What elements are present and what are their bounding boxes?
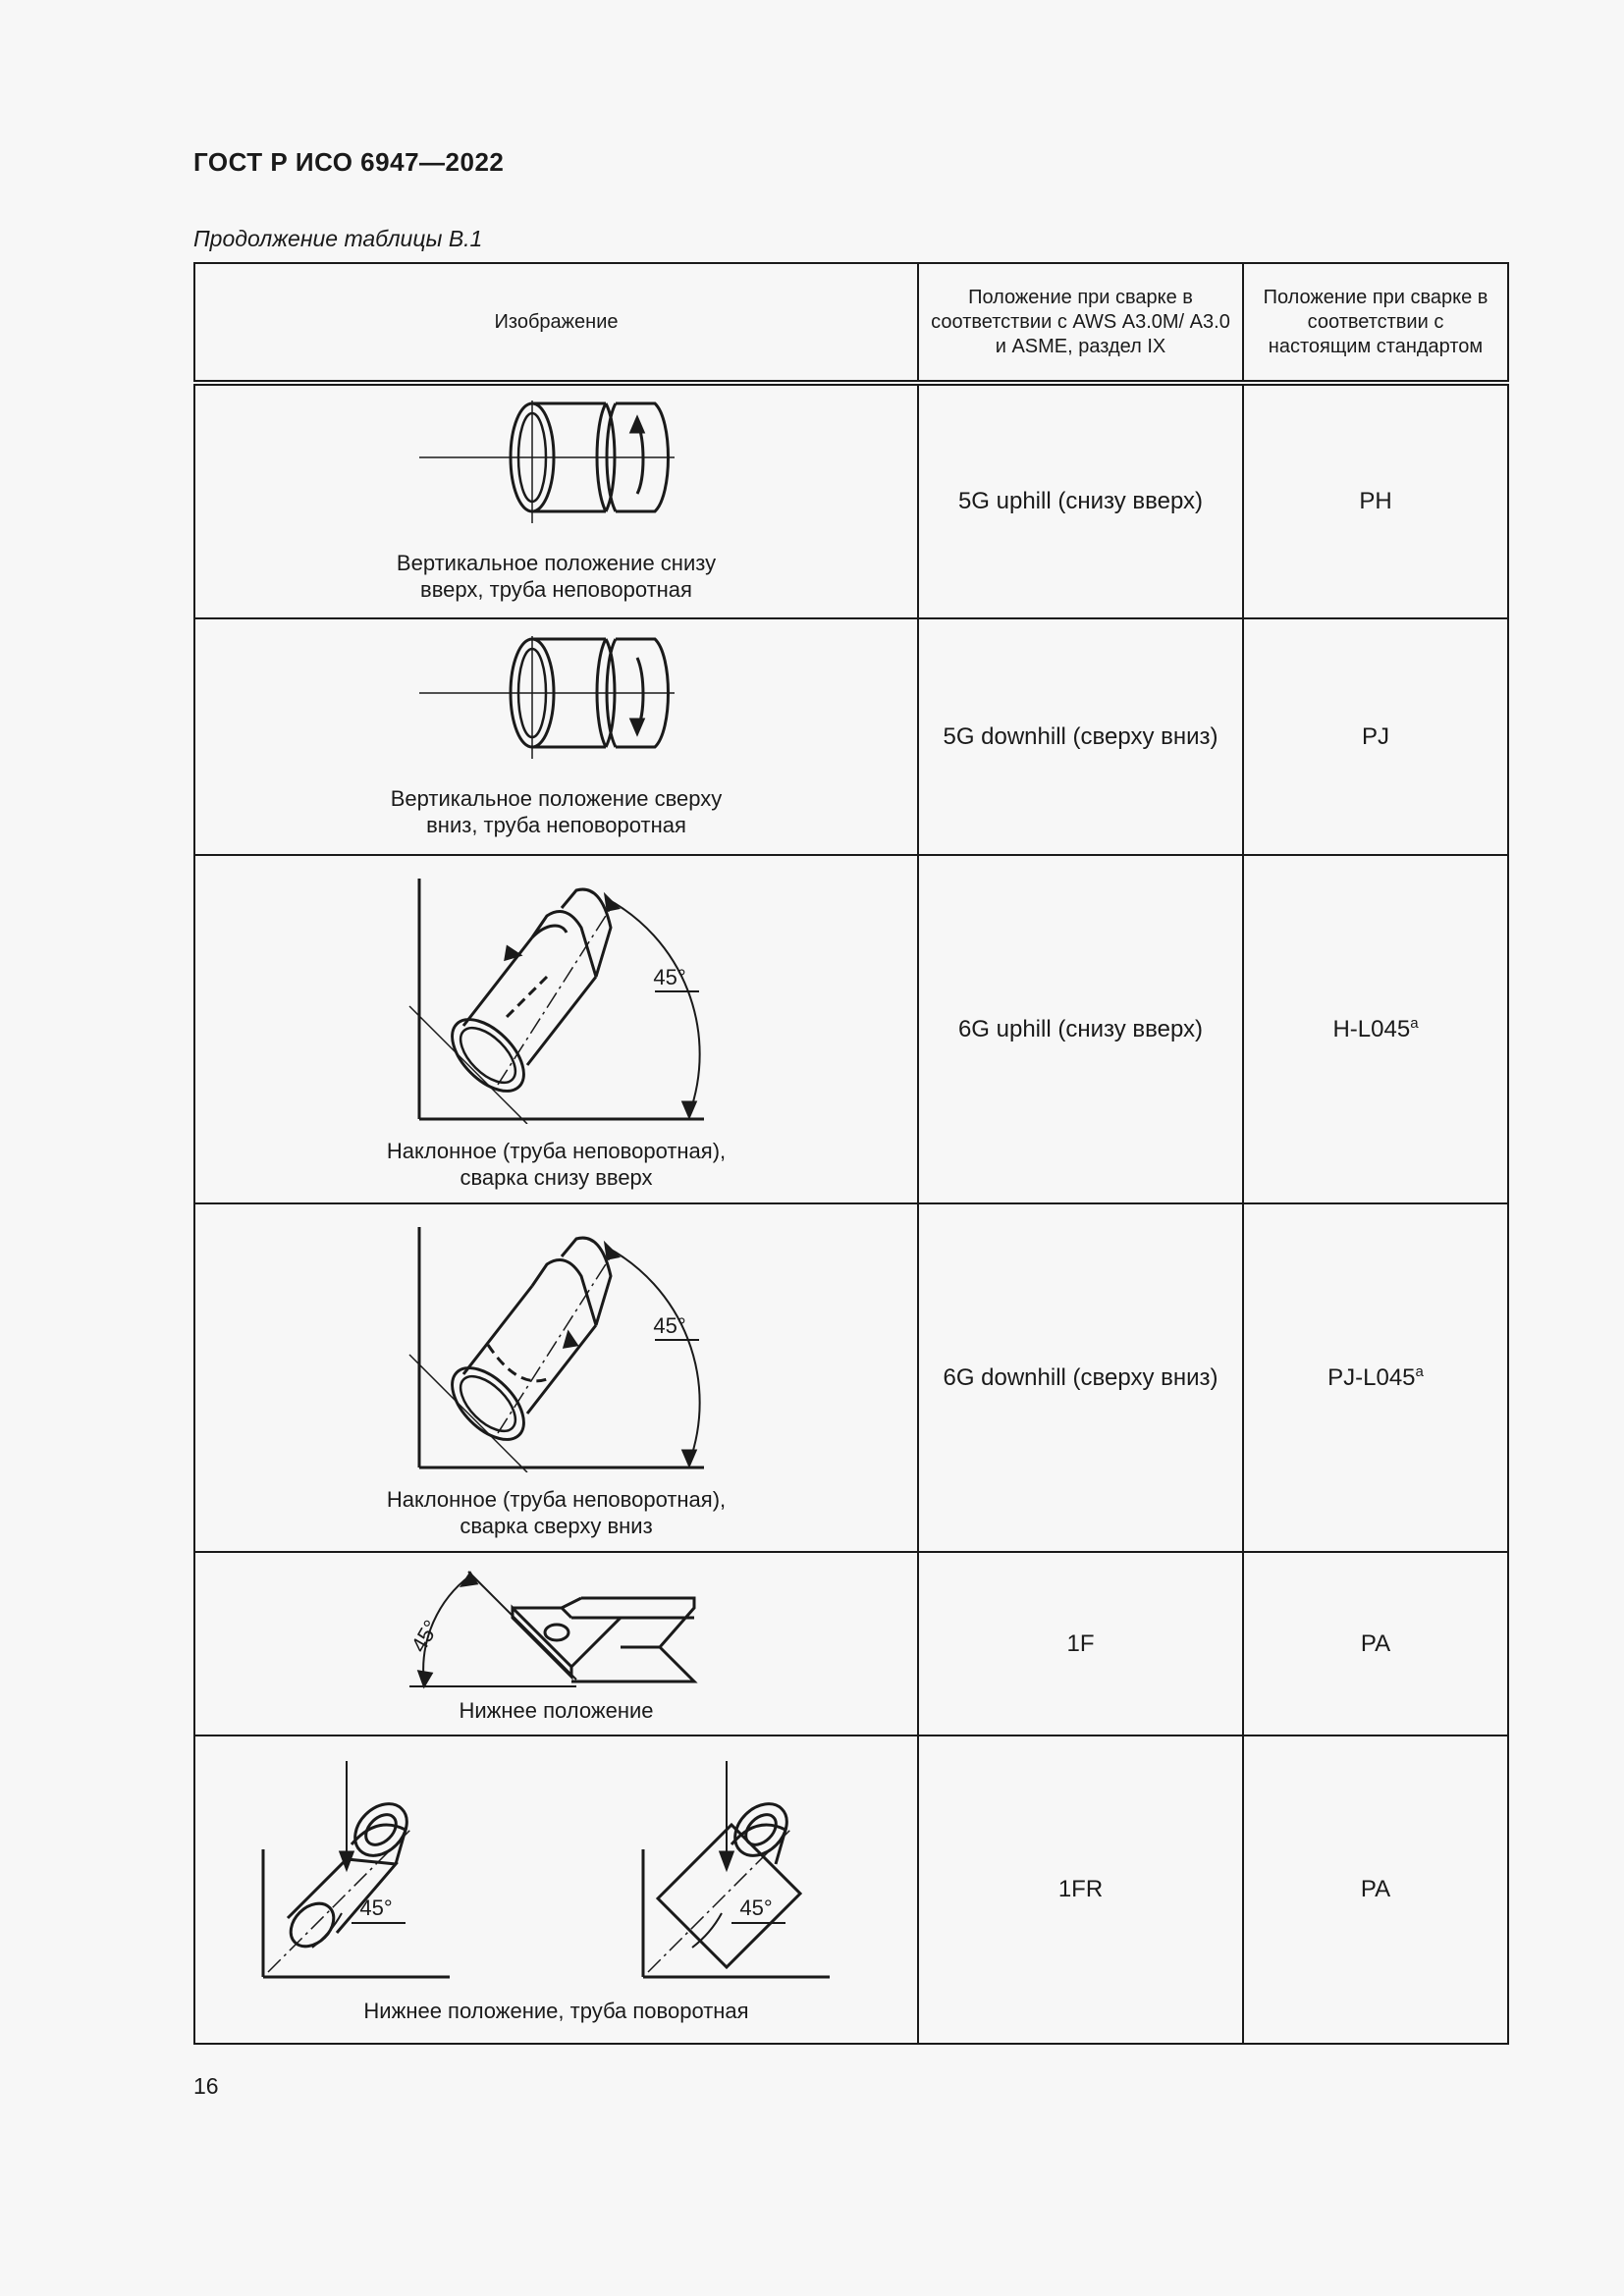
standard-code: PA <box>1360 1876 1391 1902</box>
caption-line-1: Нижнее положение <box>459 1698 654 1723</box>
table-continuation-label: Продолжение таблицы В.1 <box>193 226 483 251</box>
welding-positions-table <box>193 262 1509 2045</box>
fillet-flat-position-drawing <box>400 1564 714 1691</box>
image-cell <box>194 1735 918 2044</box>
pipe-rotated-right-drawing <box>633 1756 859 1982</box>
table-row <box>194 618 1508 855</box>
footnote-marker: a <box>1410 1015 1419 1032</box>
angle-label: 45° <box>406 1616 444 1657</box>
aws-position: 1FR <box>918 1735 1243 2044</box>
table-row <box>194 383 1508 618</box>
aws-position: 1F <box>918 1552 1243 1735</box>
standard-code: PH <box>1359 488 1392 514</box>
table-row <box>194 1552 1508 1735</box>
angle-label: 45° <box>359 1895 393 1920</box>
header-standard: Положение при сварке в соответствии с настоящим стандартом <box>1243 263 1508 383</box>
image-cell <box>194 1203 918 1552</box>
standard-code: PJ <box>1361 722 1389 750</box>
pipe-inclined-uphill-drawing <box>390 869 724 1124</box>
standard-position <box>1243 855 1508 1203</box>
aws-position: 6G downhill (сверху вниз) <box>918 1203 1243 1552</box>
caption-line-2: сварка снизу вверх <box>460 1164 653 1190</box>
image-cell <box>194 855 918 1203</box>
aws-position: 5G downhill (сверху вниз) <box>918 618 1243 855</box>
caption-line-1: Вертикальное положение сверху <box>390 785 723 811</box>
pipe-vertical-uphill-drawing <box>409 400 704 528</box>
caption-line-2: вниз, труба неповоротная <box>426 812 686 837</box>
pipe-rotated-left-drawing <box>253 1756 479 1982</box>
standard-position <box>1243 618 1508 855</box>
pipe-vertical-downhill-drawing <box>409 636 704 764</box>
angle-label: 45° <box>652 1312 686 1338</box>
table-row <box>194 1203 1508 1552</box>
caption-line-2: вверх, труба неповоротная <box>420 577 692 602</box>
angle-label: 45° <box>652 964 686 989</box>
footnote-marker: a <box>1415 1363 1424 1380</box>
image-cell <box>194 1552 918 1735</box>
image-cell <box>194 618 918 855</box>
caption-line-2: сварка сверху вниз <box>460 1513 653 1538</box>
document-header: ГОСТ Р ИСО 6947—2022 <box>193 147 505 177</box>
standard-position <box>1243 1552 1508 1735</box>
standard-position <box>1243 383 1508 618</box>
pipe-inclined-downhill-drawing <box>390 1217 724 1472</box>
header-image: Изображение <box>194 263 918 383</box>
aws-position: 6G uphill (снизу вверх) <box>918 855 1243 1203</box>
caption-line-1: Наклонное (труба неповоротная), <box>386 1138 727 1163</box>
standard-position <box>1243 1735 1508 2044</box>
caption-line-1: Вертикальное положение снизу <box>396 551 717 575</box>
standard-position <box>1243 1203 1508 1552</box>
header-aws: Положение при сварке в соответствии с AWS А3.0M/ А3.0 и ASME, раздел IX <box>918 263 1243 383</box>
standard-code: PJ-L045 <box>1327 1364 1416 1391</box>
table-row <box>194 1735 1508 2044</box>
page-number: 16 <box>193 2073 219 2099</box>
table-header-row <box>194 263 1508 383</box>
angle-label: 45° <box>739 1895 773 1920</box>
standard-code: H-L045 <box>1332 1016 1411 1042</box>
aws-position: 5G uphill (снизу вверх) <box>918 383 1243 618</box>
caption-line-1: Наклонное (труба неповоротная), <box>386 1486 727 1512</box>
caption-line-1: Нижнее положение, труба поворотная <box>363 1998 749 2023</box>
standard-code: PA <box>1360 1629 1391 1657</box>
table-row <box>194 855 1508 1203</box>
image-cell <box>194 383 918 618</box>
